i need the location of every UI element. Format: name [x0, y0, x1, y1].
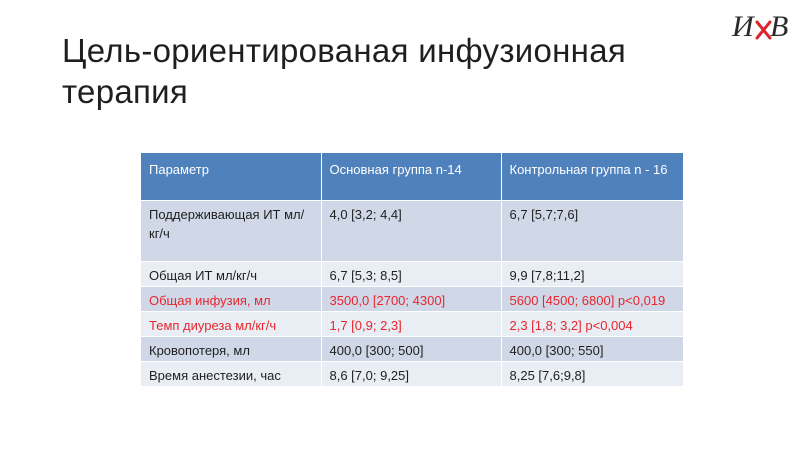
cell-control: 6,7 [5,7;7,6] — [501, 201, 683, 262]
cell-main: 6,7 [5,3; 8,5] — [321, 262, 501, 287]
cell-param: Время анестезии, час — [141, 362, 321, 387]
cell-control: 8,25 [7,6;9,8] — [501, 362, 683, 387]
table-row — [141, 287, 683, 312]
svg-text:И: И — [732, 10, 754, 43]
cell-main: 3500,0 [2700; 4300] — [321, 287, 501, 312]
cell-param: Общая инфузия, мл — [141, 287, 321, 312]
header-param: Параметр — [141, 153, 321, 201]
logo — [730, 6, 796, 46]
table-header-row — [141, 153, 683, 201]
cell-main: 8,6 [7,0; 9,25] — [321, 362, 501, 387]
cell-main: 1,7 [0,9; 2,3] — [321, 312, 501, 337]
table-row — [141, 362, 683, 387]
cell-control: 9,9 [7,8;11,2] — [501, 262, 683, 287]
table-row — [141, 337, 683, 362]
header-main-group: Основная группа n-14 — [321, 153, 501, 201]
header-control-group: Контрольная группа n - 16 — [501, 153, 683, 201]
cell-param: Общая ИТ мл/кг/ч — [141, 262, 321, 287]
cell-param: Кровопотеря, мл — [141, 337, 321, 362]
table-row — [141, 312, 683, 337]
cell-param: Поддерживающая ИТ мл/кг/ч — [141, 201, 321, 262]
cell-main: 4,0 [3,2; 4,4] — [321, 201, 501, 262]
table-row — [141, 201, 683, 262]
cell-param: Темп диуреза мл/кг/ч — [141, 312, 321, 337]
cell-control: 2,3 [1,8; 3,2] p<0,004 — [501, 312, 683, 337]
cell-control: 5600 [4500; 6800] p<0,019 — [501, 287, 683, 312]
cell-control: 400,0 [300; 550] — [501, 337, 683, 362]
slide-title: Цель-ориентированая инфузионная терапия — [62, 32, 627, 110]
results-table — [141, 153, 683, 386]
cell-main: 400,0 [300; 500] — [321, 337, 501, 362]
table-row — [141, 262, 683, 287]
svg-text:В: В — [770, 10, 789, 43]
